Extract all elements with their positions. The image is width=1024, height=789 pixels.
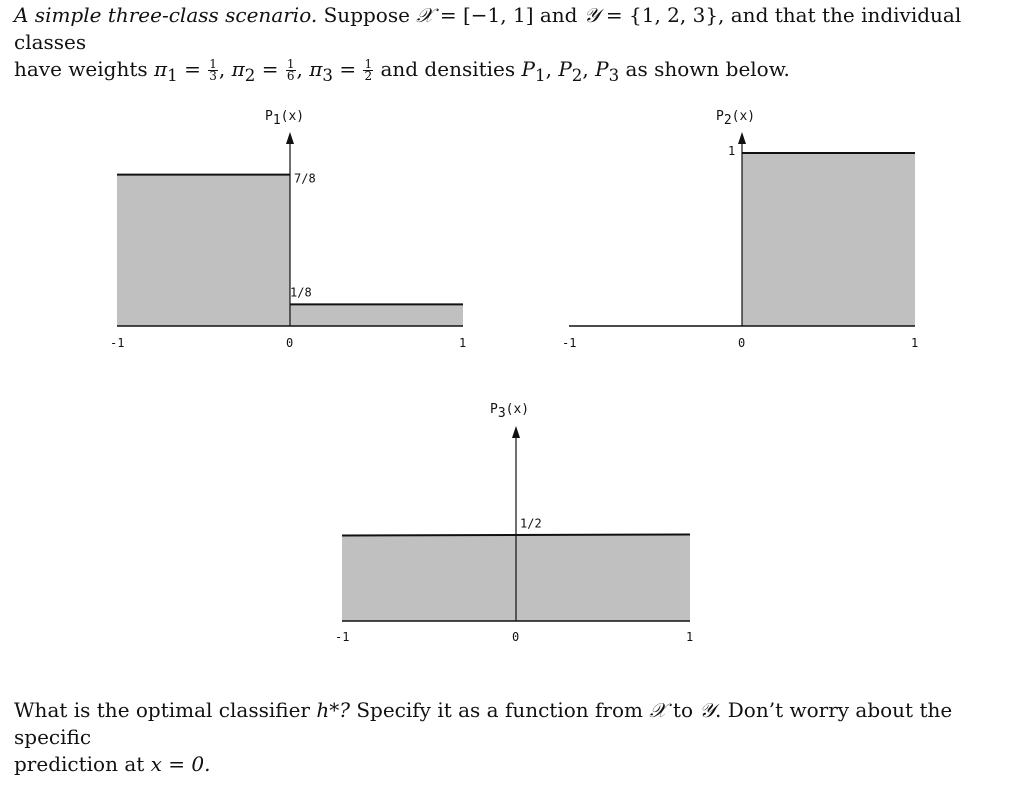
y-axis-arrow-icon [738,132,746,144]
value-label: 7/8 [294,171,316,186]
x-tick-label: 1 [459,336,467,350]
title-subscript: 2 [723,113,732,128]
fraction-denominator: 3 [209,69,217,83]
density-subscript: 1 [534,66,546,85]
plot-title [490,402,529,421]
intro-text: and densities [380,57,516,81]
title-main: P [716,109,724,124]
x-tick-label: 0 [512,630,520,644]
set-x-symbol: 𝒳 [416,3,434,27]
equals-sign: = [184,57,201,81]
plot-title [716,109,755,128]
scenario-heading: A simple three-class scenario. [14,3,318,27]
title-subscript: 3 [497,406,506,421]
intro-text: have weights [14,57,148,81]
y-axis-arrow-icon [512,426,520,438]
set-x-symbol: 𝒳 [649,698,667,722]
question-text: to [672,698,693,722]
fraction-numerator: 1 [364,57,373,71]
fraction-numerator: 1 [286,57,295,71]
classifier-symbol: h*? [316,698,350,722]
question-line-1 [14,697,1014,751]
pi-symbol: π [309,57,323,81]
plot-title [265,109,304,128]
density-plot-1 [110,109,466,350]
intro-text: Suppose [323,3,410,27]
title-tail: (x) [280,109,305,124]
value-label: 1/8 [290,285,312,300]
title-main: P [490,402,498,417]
equals-sign: = [261,57,279,81]
pi-subscript: 2 [244,66,256,85]
intro-text: as shown below. [625,57,790,81]
pi-subscript: 1 [167,66,178,85]
density-subscript: 2 [571,66,583,85]
intro-text: = [−1, 1] and [439,3,578,27]
y-axis-arrow-icon [286,132,294,144]
density-symbol: P [595,57,609,81]
density-symbol: P [521,57,535,81]
value-label: 1 [728,144,736,158]
intro-text: = {1, 2, 3}, and that the individual classes [14,3,962,54]
question-line-2 [14,751,1014,778]
density-subscript: 3 [608,66,620,85]
fraction-denominator: 2 [364,69,373,83]
fraction-denominator: 6 [286,69,295,83]
x-tick-label: -1 [335,630,350,644]
question-text: What is the optimal classifier [14,698,310,722]
title-tail: (x) [505,402,530,417]
intro-line-2: have weights $\pi_1$ = $\frac{1}{3}$ , $\pi_2$ = $\frac{1}{6}$ , $\pi_3$ = $\frac{1}{2}$ and densities $P_1$, $P_2$, $P_3$ as shown below. [14,57,790,85]
density-symbol: P [558,57,572,81]
question-text: Specify it as a function from [356,698,643,722]
x-tick-label: 0 [738,336,746,350]
x-tick-label: -1 [110,336,125,350]
title-tail: (x) [731,109,756,124]
pi-symbol: π [231,57,245,81]
title-main: P [265,109,273,124]
density-plot-2 [562,109,918,350]
question-text: . Don’t worry about the specific [14,698,953,749]
question-text: prediction at [14,752,145,776]
set-y-symbol: 𝒴 [699,698,716,722]
fraction-numerator: 1 [209,57,217,71]
set-y-symbol: 𝒴 [583,3,600,27]
value-label: 1/2 [520,516,542,531]
x-tick-label: 1 [686,630,694,644]
pi-subscript: 3 [322,66,333,85]
pi-symbol: π [154,57,168,81]
question-paragraph [14,697,1014,778]
x-tick-label: 0 [286,336,294,350]
density-plot-3 [335,402,693,644]
x-tick-label: -1 [562,336,577,350]
equals-sign: = [339,57,357,81]
x-tick-label: 1 [911,336,919,350]
title-subscript: 1 [272,113,281,128]
x-equals-zero: x = 0. [150,752,211,776]
